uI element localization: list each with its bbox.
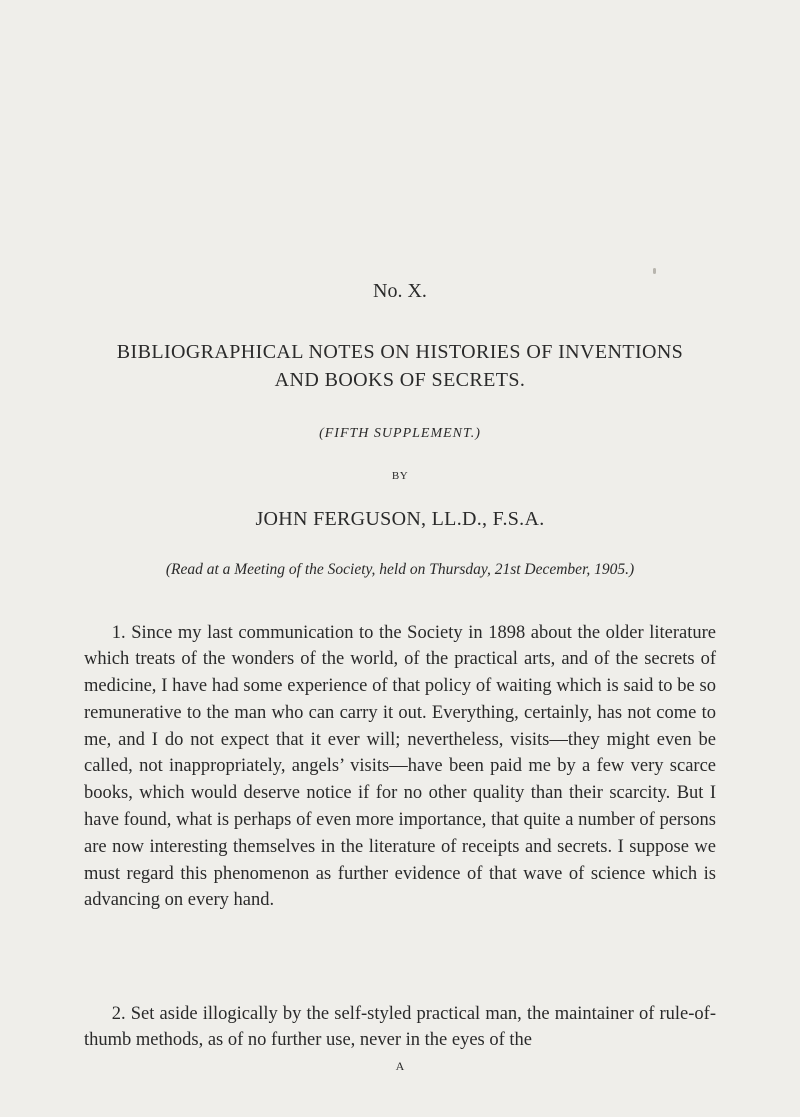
paragraph-1: 1. Since my last communication to the Society in 1898 about the older literature which treats of the wonders of the world, of the practical arts, and of the secrets of medicine, I have had some experience of that policy of waiting which is said to be so remunerative to the man who can carry it out. Everything, certainly, has not come to me, and I do not expect that it ever will; nevertheless, visits—they might even be called, not inappropriately, angels’ visits—have been paid me by a few very scarce books, which would deserve notice if for no other quality than their scarcity. But I have found, what is perhaps of even more importance, that quite a number of persons are now interesting themselves in the literature of receipts and secrets. I suppose we must regard this phenomenon as further evidence of that wave of science which is advancing on every hand.	[84, 622, 716, 911]
read-note: (Read at a Meeting of the Society, held on Thursday, 21st December, 1905.)	[165, 561, 635, 578]
title-line-1: BIBLIOGRAPHICAL NOTES ON HISTORIES OF INVENTIONS	[116, 341, 684, 363]
by-label: BY	[391, 470, 409, 482]
supplement-label: (FIFTH SUPPLEMENT.)	[319, 426, 481, 441]
paper-speck	[653, 268, 656, 274]
author-name: JOHN FERGUSON, LL.D., F.S.A.	[255, 508, 545, 530]
paragraph-2: 2. Set aside illogically by the self-styled practical man, the maintainer of rule-of-thumb methods, as of no further use, never in the eyes of the	[84, 1003, 716, 1051]
title-line-2: AND BOOKS OF SECRETS.	[274, 369, 526, 391]
signature-mark: A	[395, 1059, 405, 1073]
document-number: No. X.	[373, 280, 427, 302]
document-title	[0, 338, 800, 394]
